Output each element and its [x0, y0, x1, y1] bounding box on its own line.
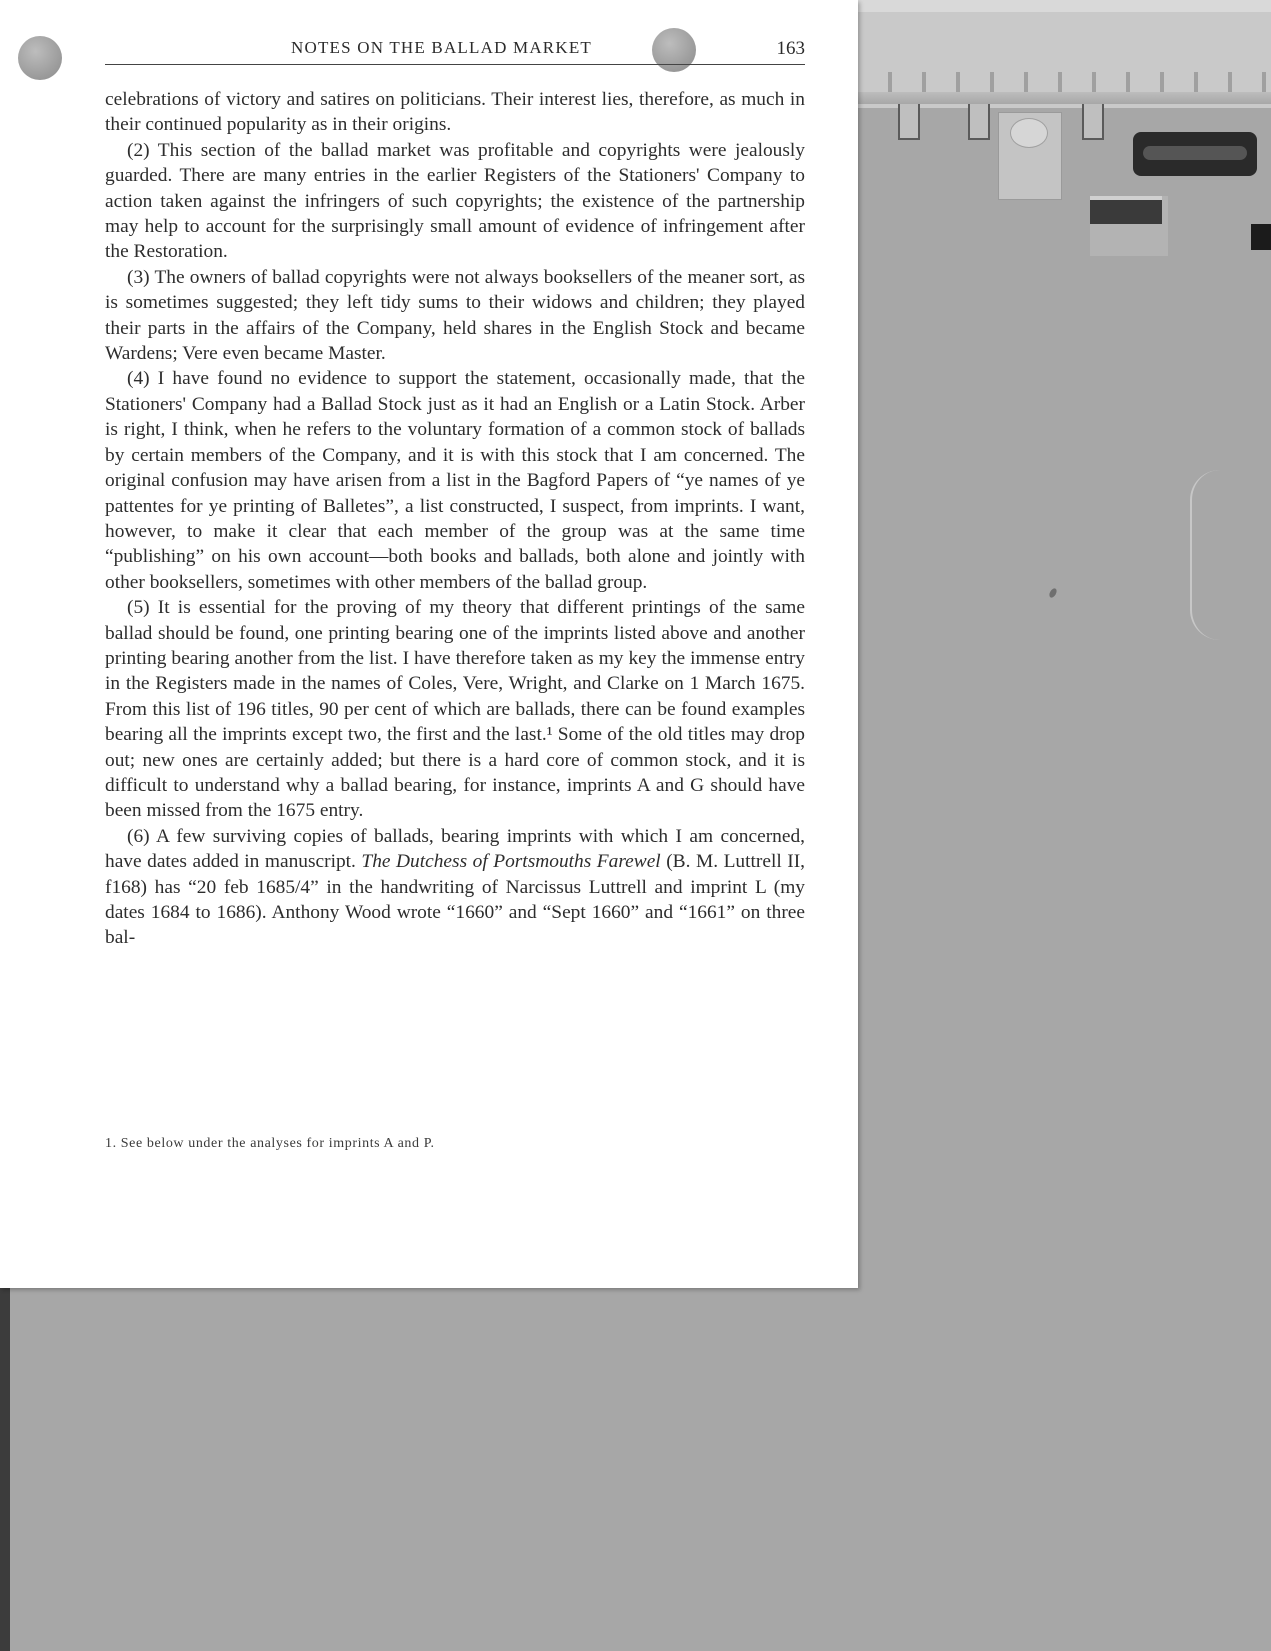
paragraph — [105, 824, 805, 951]
paragraph: celebrations of victory and satires on politicians. Their interest lies, therefore, as much in their continued popularity as in their origins. — [105, 89, 805, 136]
scanner-ticks — [858, 72, 1271, 92]
paragraph-text: (6) A few surviving copies of ballads, bearing imprints with which I am concerned, have dates added in manuscript. — [105, 825, 805, 873]
scanner-roller — [1133, 132, 1257, 176]
scanner-clip — [898, 104, 920, 140]
paragraph: (3) The owners of ballad copyrights were not always booksellers of the meaner sort, as is sometimes suggested; they left tidy sums to their widows and children; they played their parts in the affairs of the Company, held shares in the English Stock and became Wardens; Vere even became Master. — [105, 266, 805, 365]
paragraph: (4) I have found no evidence to support the statement, occasionally made, that the Stationers' Company had a Ballad Stock just as it had an English or a Latin Stock. Arber is right, I think, when he refers to the voluntary formation of a common stock of ballads by certain members of the Company, and it is with this stock that I am concerned. The original confusion may have arisen from a list in the Bagford Papers of “ye names of ye pattentes for ye printing of Balletes”, a list constructed, I suspect, from imprints. I want, however, to make it clear that each member of the group was at the same time “publishing” on his own account—both books and ballads, both alone and jointly with other booksellers, sometimes with other members of the ballad group. — [105, 368, 805, 593]
paragraph-text: (B. M. Luttrell II, f168) has “20 feb 1685/4” in the handwriting of Narcissus Luttrell and imprint L (my dates 1684 to 1686). Anthony Wood wrote “1660” and “Sept 1660” and “1661” on three bal- — [105, 851, 805, 949]
scanner-edge-tab — [1251, 224, 1271, 250]
ballad-title: The Dutchess of Portsmouths Farewel — [361, 851, 661, 873]
header-rule — [105, 64, 805, 65]
running-head-title: NOTES ON THE BALLAD MARKET — [291, 38, 592, 57]
punch-hole — [18, 36, 62, 80]
scan-hair-artifact — [1190, 470, 1222, 640]
scanner-top-strip — [858, 0, 1271, 12]
footnote: 1. See below under the analyses for imprints A and P. — [105, 1136, 435, 1151]
paragraph: (5) It is essential for the proving of my theory that different printings of the same ballad should be found, one printing bearing one of the imprints listed above and another printing bearing another from the list. I have therefore taken as my key the immense entry in the Registers made in the names of Coles, Vere, Wright, and Clarke on 1 March 1675. From this list of 196 titles, 90 per cent of which are ballads, there can be found examples bearing all the imprints except two, the first and the last.¹ Some of the old titles may drop out; new ones are certainly added; but there is a hard core of common stock, and it is difficult to understand why a ballad bearing, for instance, imprints A and G should have been missed from the 1675 entry. — [105, 597, 805, 822]
scanner-clip — [1082, 104, 1104, 140]
scanner-window — [1010, 118, 1048, 148]
body-text — [105, 87, 805, 951]
scanner-shadow — [858, 92, 1271, 104]
paragraph: (2) This section of the ballad market was profitable and copyrights were jealously guarded. There are many entries in the earlier Registers of the Stationers' Company to action taken against the infringers of such copyrights; the existence of the partnership may help to account for the surprisingly small amount of evidence of infringement after the Restoration. — [105, 139, 805, 263]
scanner-lower-edge — [0, 1288, 10, 1651]
scan-speck — [1048, 587, 1058, 599]
scanner-clip — [968, 104, 990, 140]
running-head — [105, 38, 805, 66]
page-number: 163 — [776, 38, 805, 59]
scanner-lever — [1090, 196, 1162, 224]
